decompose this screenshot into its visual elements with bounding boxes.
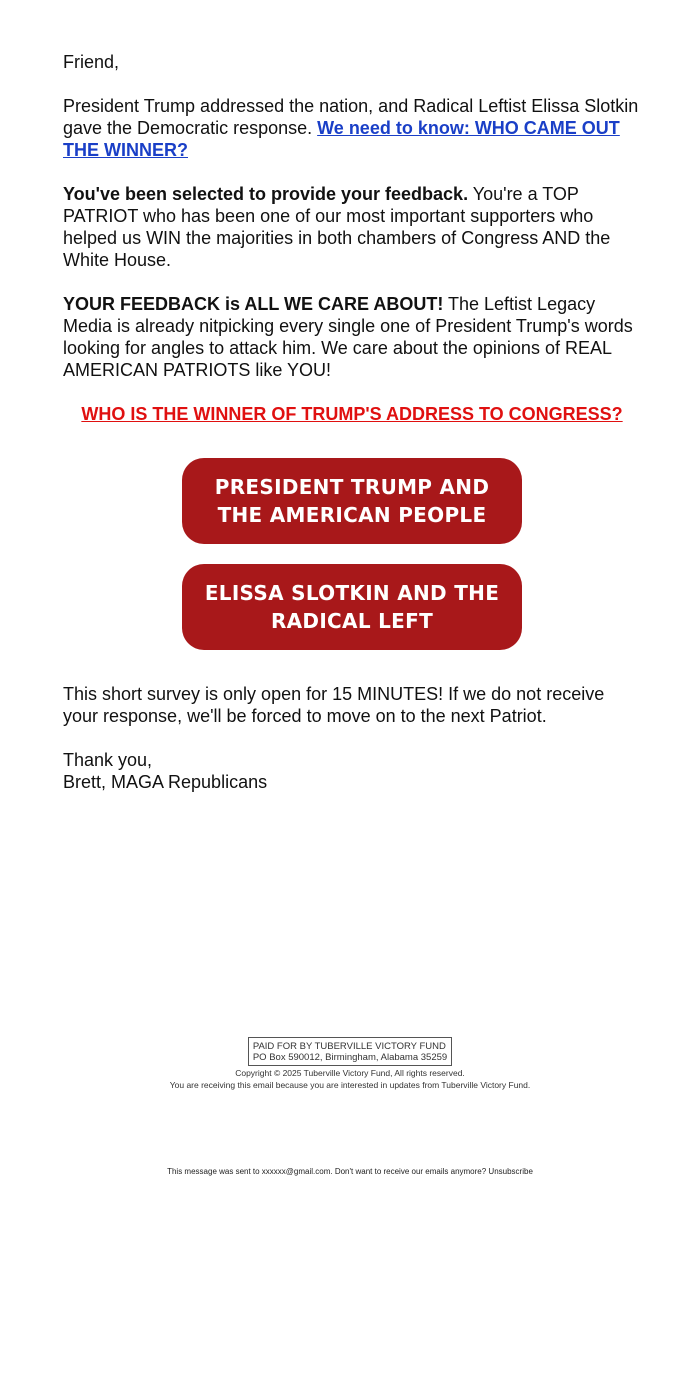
- unsubscribe-link[interactable]: Unsubscribe: [488, 1167, 533, 1176]
- vote-trump-label-line-2: THE AMERICAN PEOPLE: [217, 503, 487, 527]
- selected-paragraph: [63, 183, 641, 271]
- deadline-paragraph: This short survey is only open for 15 MINUTES! If we do not receive your response, we'll be forced to move on to the next Patriot.: [63, 684, 605, 726]
- footer: [0, 1037, 700, 1090]
- vote-slotkin-button[interactable]: [182, 564, 522, 650]
- vote-trump-label-line-1: PRESIDENT TRUMP AND: [214, 475, 490, 499]
- intro-paragraph: [63, 95, 641, 161]
- receiving-notice: You are receiving this email because you are interested in updates from Tuberville Victory Fund.: [169, 1080, 531, 1090]
- copyright: Copyright © 2025 Tuberville Victory Fund, All rights reserved.: [235, 1068, 465, 1078]
- selected-text: You're a TOP PATRIOT who has been one of our most important supporters who helped us WIN the majorities in both chambers of Congress AND the White House.: [63, 184, 611, 270]
- survey-question-link[interactable]: WHO IS THE WINNER OF TRUMP'S ADDRESS TO CONGRESS?: [81, 404, 623, 424]
- feedback-text: The Leftist Legacy Media is already nitpicking every single one of President Trump's words looking for angles to attack him. We care about the opinions of REAL AMERICAN PATRIOTS like YOU!: [63, 294, 633, 380]
- paid-for-line-2: PO Box 590012, Birmingham, Alabama 35259: [252, 1052, 448, 1063]
- closing: Thank you,: [63, 750, 153, 770]
- vote-slotkin-label-line-2: RADICAL LEFT: [270, 609, 434, 633]
- vote-slotkin-label-line-1: ELISSA SLOTKIN AND THE: [204, 581, 500, 605]
- selected-bold-text: You've been selected to provide your feedback.: [63, 184, 469, 204]
- feedback-paragraph: [63, 293, 641, 381]
- vote-trump-button[interactable]: [182, 458, 522, 544]
- paid-for-disclaimer: [248, 1037, 452, 1066]
- intro-text: President Trump addressed the nation, and Radical Leftist Elissa Slotkin gave the Democratic response.: [63, 96, 639, 138]
- signature: Brett, MAGA Republicans: [63, 772, 268, 792]
- greeting: Friend,: [63, 52, 120, 72]
- sent-to-text: This message was sent to xxxxxx@gmail.com. Don't want to receive our emails anymore?: [167, 1167, 489, 1176]
- feedback-bold-text: YOUR FEEDBACK is ALL WE CARE ABOUT!: [63, 294, 444, 314]
- sent-to-notice: [0, 1167, 700, 1177]
- who-won-link[interactable]: We need to know: WHO CAME OUT THE WINNER?: [63, 118, 620, 160]
- email-body: [63, 51, 641, 793]
- paid-for-line-1: PAID FOR BY TUBERVILLE VICTORY FUND: [252, 1041, 446, 1052]
